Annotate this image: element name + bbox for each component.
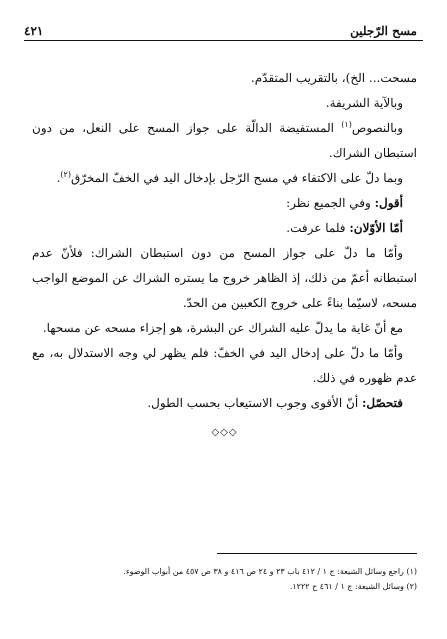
bold-lead: أمّا الأوّلان: (349, 221, 403, 235)
paragraph-text: مع أنّ غاية ما يدلّ عليه الشراك عن البشرة، هو إجزاء مسحه عن مسحها. (42, 321, 403, 335)
running-title: مسح الرّجلين (350, 24, 417, 38)
paragraph-text: وبالآية الشريفة. (325, 96, 403, 110)
paragraph (32, 216, 417, 241)
paragraph-text: وأمّا ما دلّ على جواز المسح من دون استبطان الشراك: فلأنّ عدم استبطانه أعمّ من ذلك، إذ الظاهر خروج ما يستره الشراك عن الموضع الواجب مسحه، لاسيّما بناءً على خروج الكعبين من الحدّ. (32, 246, 417, 310)
paragraph-text: مسحت... الخ)، بالتقريب المتقدّم. (250, 71, 417, 85)
footnotes (40, 564, 417, 594)
main-text (32, 66, 417, 445)
paragraph (32, 316, 417, 341)
page-number: ٤٢١ (24, 24, 44, 38)
paragraph-text: وبالنصوص (351, 121, 403, 135)
bold-lead: فتحصّل: (361, 396, 403, 410)
paragraph (32, 166, 417, 191)
page-header (24, 22, 417, 38)
paragraph-text: المستفيضة الدالّة على جواز المسح على النعل، من دون استبطان الشراك. (32, 121, 417, 160)
paragraph-text: وبما دلّ على الاكتفاء في مسح الرّجل بإدخال اليد في الخفّ المخرّق (70, 171, 403, 185)
header-rule (24, 40, 423, 41)
paragraph-text: وفي الجميع نظر: (286, 196, 375, 210)
bold-lead: أقول: (374, 196, 403, 210)
paragraph (32, 66, 417, 91)
paragraph (32, 391, 417, 416)
footnote-rule (217, 553, 417, 554)
section-separator: ◇◇◇ (211, 427, 238, 438)
paragraph (32, 191, 417, 216)
footnote-1: (١) راجع وسائل الشيعة: ج ١ / ٤١٢ باب ٢٣ و ٢٤ ص ٤١٦ و ٣٨ ص ٤٥٧ من أبواب الوضوء. (123, 567, 417, 576)
paragraph (32, 241, 417, 316)
footnote-ref-2[interactable]: (٢) (60, 170, 71, 179)
paragraph (32, 116, 417, 166)
paragraph (32, 91, 417, 116)
paragraph-text: وأمّا ما دلّ على إدخال اليد في الخفّ: فلم يظهر لي وجه الاستدلال به، مع عدم ظهوره في ذلك. (32, 346, 417, 385)
footnote-ref-1[interactable]: (١) (341, 120, 352, 129)
paragraph (32, 341, 417, 391)
paragraph-text: أنّ الأقوى وجوب الاستيعاب بحسب الطول. (147, 396, 362, 410)
footnote-2: (٢) وسائل الشيعة: ج ١ / ٤٦١ ح ١٢٢٢. (289, 582, 417, 591)
paragraph-text: . (56, 171, 61, 185)
paragraph-text: فلما عرفت. (286, 221, 350, 235)
